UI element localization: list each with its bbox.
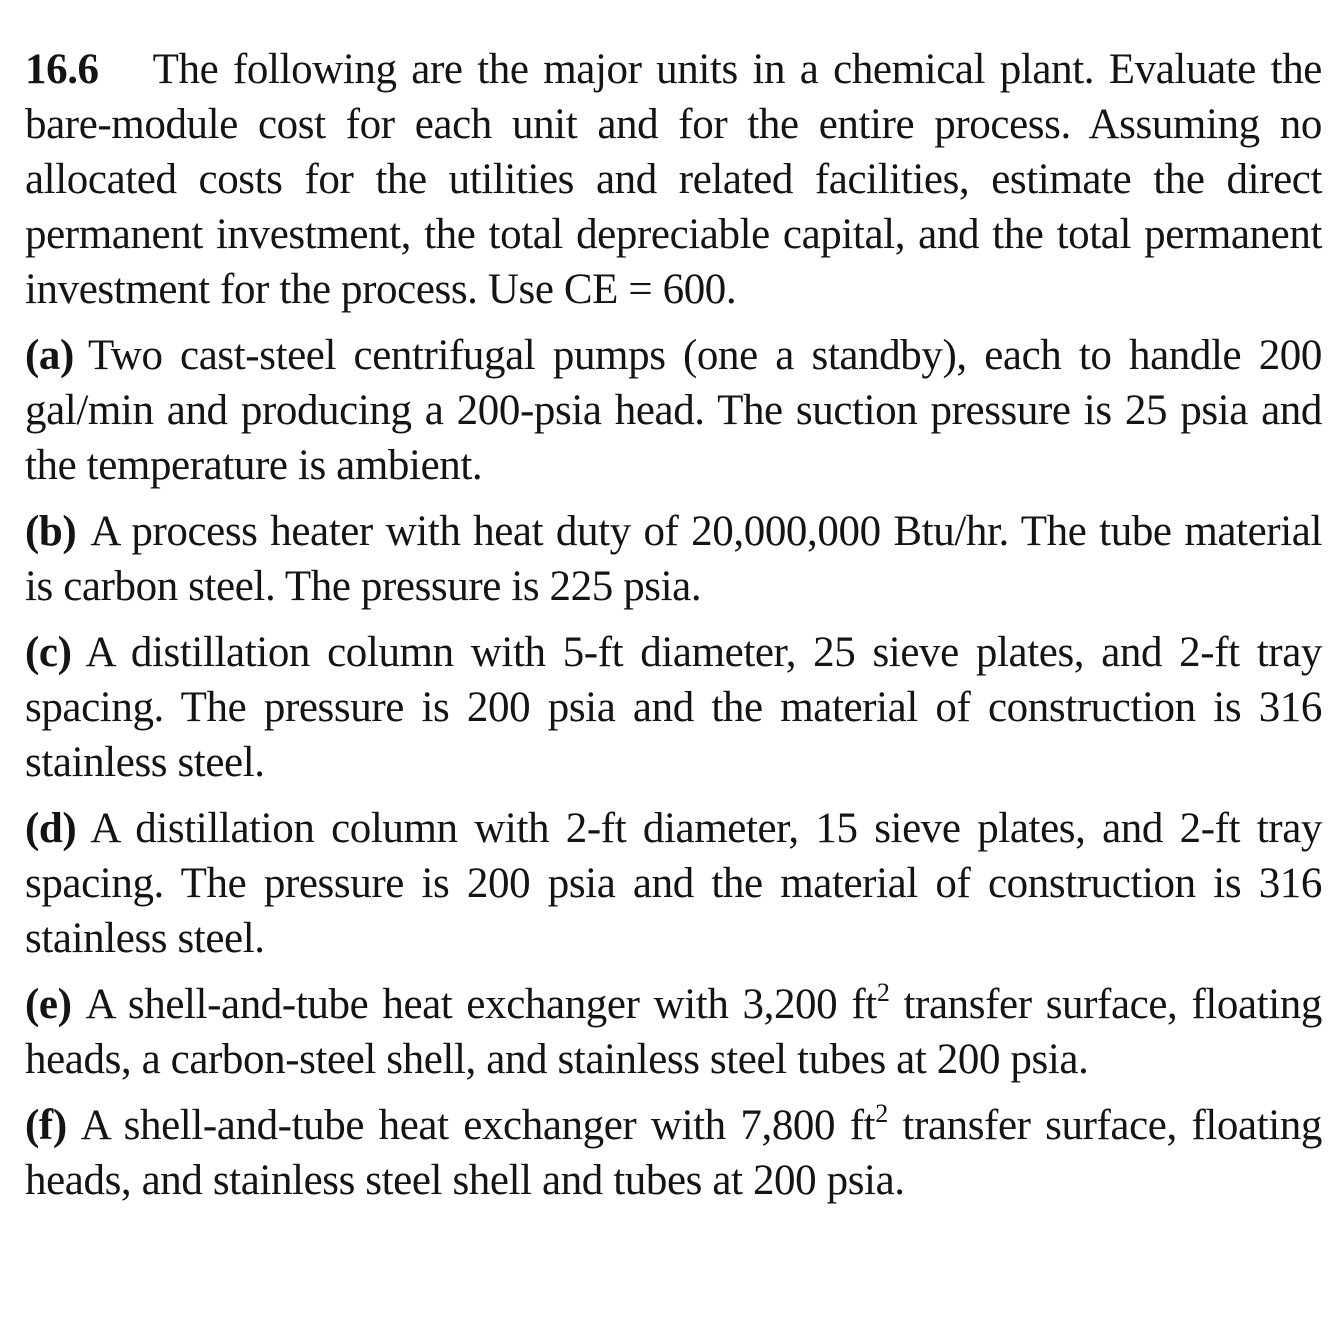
part-c	[25, 625, 1322, 790]
part-text-after: transfer surface, floating heads, a carbon-steel shell, and stainless steel tubes at 200 psia.	[25, 981, 1322, 1083]
problem-number: 16.6	[25, 46, 99, 93]
part-e	[25, 977, 1322, 1087]
part-d	[25, 801, 1322, 966]
part-label: (f)	[25, 1102, 67, 1149]
problem-intro	[25, 42, 1322, 317]
part-text-before: A shell-and-tube heat exchanger with 7,800 ft	[80, 1102, 876, 1149]
part-label: (b)	[25, 508, 77, 555]
part-text-before: A shell-and-tube heat exchanger with 3,200 ft	[85, 981, 877, 1028]
part-text-after: transfer surface, floating heads, and stainless steel shell and tubes at 200 psia.	[25, 1102, 1322, 1204]
part-text: Two cast-steel centrifugal pumps (one a standby), each to handle 200 gal/min and producing a 200-psia head. The suction pressure is 25 psia and the temperature is ambient.	[25, 332, 1322, 489]
problem-intro-text: The following are the major units in a chemical plant. Evaluate the bare-module cost for each unit and for the entire process. Assuming no allocated costs for the utilities and related facilities, estimate the direct permanent investment, the total depreciable capital, and the total permanent investment for the process. Use CE = 600.	[25, 46, 1322, 313]
problem-16-6	[25, 42, 1322, 1208]
part-text: A process heater with heat duty of 20,000,000 Btu/hr. The tube material is carbon steel. The pressure is 225 psia.	[25, 508, 1322, 610]
part-label: (e)	[25, 981, 72, 1028]
part-text: A distillation column with 5-ft diameter, 25 sieve plates, and 2-ft tray spacing. The pressure is 200 psia and the material of construction is 316 stainless steel.	[25, 629, 1322, 786]
part-text: A distillation column with 2-ft diameter, 15 sieve plates, and 2-ft tray spacing. The pressure is 200 psia and the material of construction is 316 stainless steel.	[25, 805, 1322, 962]
superscript: 2	[875, 1098, 888, 1128]
part-label: (c)	[25, 629, 72, 676]
superscript: 2	[876, 977, 890, 1007]
part-label: (a)	[25, 332, 74, 379]
part-a	[25, 328, 1322, 493]
part-f	[25, 1098, 1322, 1208]
part-label: (d)	[25, 805, 77, 852]
part-b	[25, 504, 1322, 614]
